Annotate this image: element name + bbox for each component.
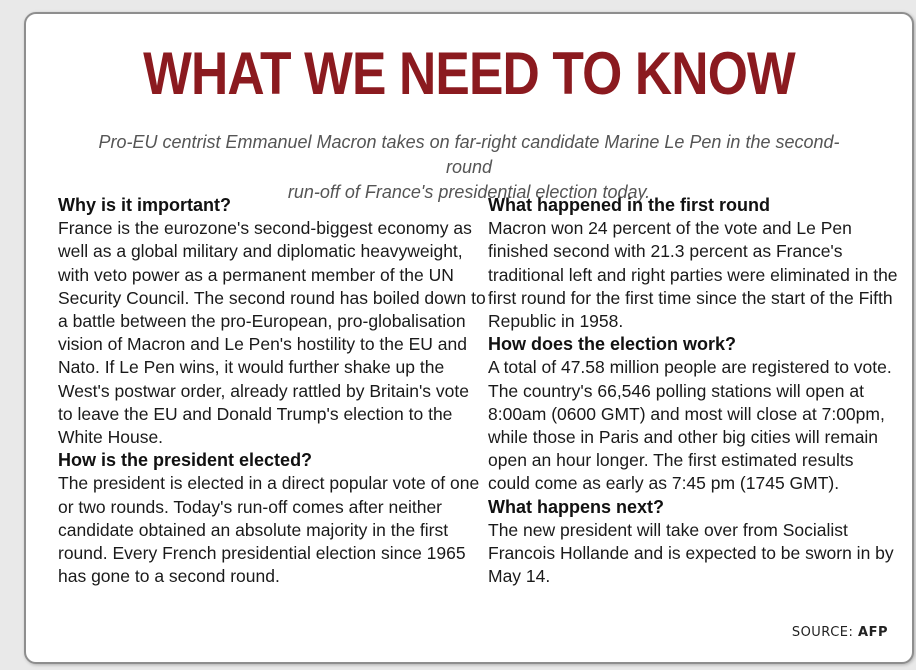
- answer-election-work: A total of 47.58 million people are registered to vote. The country's 66,546 polling stations will open at 8:00am (0600 GMT) and most will close at 7:00pm, while those in Paris and other big cities will remain open an hour longer. The first estimated results could come as early as 7:45 pm (1745 GMT).: [488, 357, 892, 494]
- answer-how-elected: The president is elected in a direct popular vote of one or two rounds. Today's run-off comes after neither candidate obtained an absolute majority in the first round. Every French presidential election since 1965 has gone to a second round.: [58, 473, 480, 587]
- question-how-elected: How is the president elected?: [58, 450, 313, 471]
- answer-what-next: The new president will take over from Socialist Francois Hollande and is expected to be sworn in by May 14.: [488, 519, 894, 587]
- question-first-round: What happened in the first round: [488, 195, 770, 215]
- left-column: [58, 194, 488, 588]
- answer-first-round: Macron won 24 percent of the vote and Le Pen finished second with 21.3 percent as France's traditional left and right parties were eliminated in the first round for the first time since the start of the Fifth Republic in 1958.: [488, 218, 898, 332]
- info-box: [24, 12, 914, 664]
- standfirst-line-2: run-off of France's presidential election today.: [287, 182, 651, 202]
- headline: WHAT WE NEED TO KNOW: [143, 40, 795, 107]
- question-why-important: Why is it important?: [58, 195, 231, 215]
- source-label: SOURCE:: [791, 625, 854, 640]
- answer-why-important: France is the eurozone's second-biggest economy as well as a global military and diplomatic heavyweight, with veto power as a permanent member of the UN Security Council. The second round has boiled down to a battle between the pro-European, pro-globalisation vision of Macron and Le Pen's hostility to the EU and Nato. If Le Pen wins, it would further shake up the West's postwar order, already rattled by Britain's vote to leave the EU and Donald Trump's election to the White House.: [58, 218, 486, 448]
- standfirst-line-1: Pro-EU centrist Emmanuel Macron takes on far-right candidate Marine Le Pen in the second-round: [98, 132, 840, 177]
- question-election-work: How does the election work?: [488, 334, 737, 355]
- source-agency: AFP: [858, 625, 888, 640]
- question-what-next: What happens next?: [488, 496, 665, 517]
- source-credit: [792, 625, 888, 640]
- right-column: [488, 194, 898, 588]
